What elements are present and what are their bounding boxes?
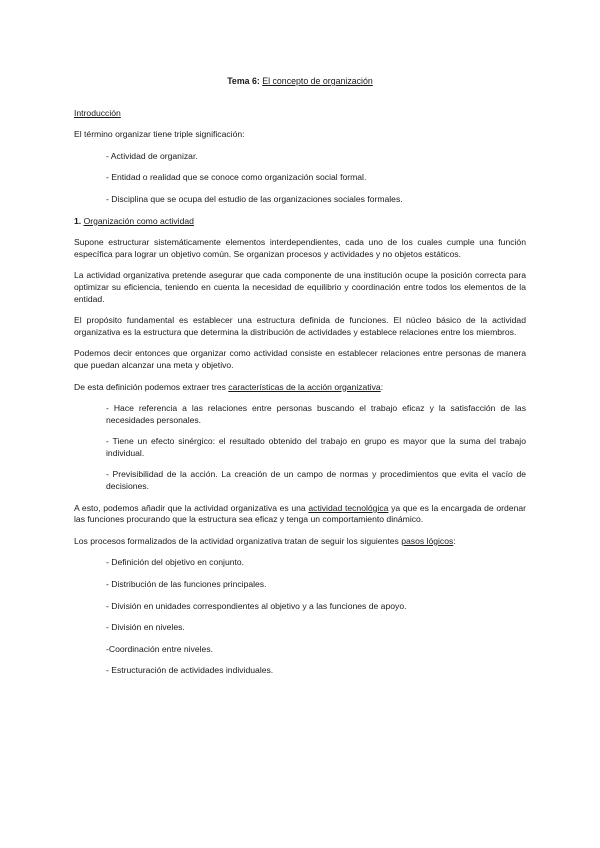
- text-run: A esto, podemos añadir que la actividad organizativa es una: [74, 502, 309, 513]
- section-number: 1.: [74, 215, 82, 226]
- step-item: - Distribución de las funciones principales.: [106, 579, 267, 590]
- intro-item: - Actividad de organizar.: [106, 150, 198, 161]
- section-heading: [74, 216, 526, 228]
- paragraph: La actividad organizativa pretende asegurar que cada componente de una institución ocupe la posición correcta para optimizar su eficiencia, teniendo en cuenta la necesidad de equilibrio y coordinación entre todos los elementos de la entidad.: [74, 270, 526, 304]
- intro-item: - Entidad o realidad que se conoce como organización social formal.: [106, 172, 367, 183]
- title-text: El concepto de organización: [262, 76, 373, 86]
- step-item: - Estructuración de actividades individuales.: [106, 665, 274, 676]
- characteristic-item: - Hace referencia a las relaciones entre personas buscando el trabajo eficaz y la satisfacción de las necesidades personales.: [106, 403, 526, 425]
- section-title: Organización como actividad: [83, 215, 194, 226]
- title-label: Tema 6:: [227, 76, 260, 86]
- intro-lead: El término organizar tiene triple significación:: [74, 129, 245, 140]
- underlined-term: características de la acción organizativa: [228, 381, 381, 392]
- paragraph: El propósito fundamental es establecer una estructura definida de funciones. El núcleo básico de la actividad organizativa es la estructura que determina la distribución de actividades y establece relaciones entre los miembros.: [74, 315, 526, 337]
- characteristic-item: - Tiene un efecto sinérgico: el resultado obtenido del trabajo en grupo es mayor que la suma del trabajo individual.: [106, 436, 526, 458]
- underlined-term: actividad tecnológica: [308, 502, 389, 513]
- text-run: :: [380, 381, 384, 392]
- document-title: [74, 76, 526, 88]
- step-item: - División en unidades correspondientes al objetivo y a las funciones de apoyo.: [106, 600, 407, 611]
- characteristics-lead: [74, 382, 526, 394]
- underlined-term: pasos lógicos: [401, 535, 454, 546]
- step-item: - División en niveles.: [106, 622, 185, 633]
- text-run: Los procesos formalizados de la actividad organizativa tratan de seguir los siguientes: [74, 535, 402, 546]
- text-run: :: [453, 535, 456, 546]
- text-run: De esta definición podemos extraer tres: [74, 381, 229, 392]
- paragraph: Podemos decir entonces que organizar como actividad consiste en establecer relaciones entre personas de manera que puedan alcanzar una meta y objetivo.: [74, 348, 526, 370]
- step-item: -Coordinación entre niveles.: [106, 643, 214, 654]
- intro-heading: Introducción: [74, 107, 121, 118]
- step-item: - Definición del objetivo en conjunto.: [106, 557, 245, 568]
- text-run: ya que es la encargada de ordenar las funciones procurando que la estructura sea eficaz y tenga un comportamiento dinámico.: [74, 502, 526, 525]
- paragraph: [74, 503, 526, 526]
- intro-item: - Disciplina que se ocupa del estudio de las organizaciones sociales formales.: [106, 193, 403, 204]
- characteristic-item: - Previsibilidad de la acción. La creación de un campo de normas y procedimientos que evita el vacío de decisiones.: [106, 469, 526, 492]
- paragraph: Supone estructurar sistemáticamente elementos interdependientes, cada uno de los cuales cumple una función específica para lograr un objetivo común. Se organizan procesos y actividades y no objetos estáticos.: [74, 237, 526, 259]
- steps-lead: [74, 536, 526, 548]
